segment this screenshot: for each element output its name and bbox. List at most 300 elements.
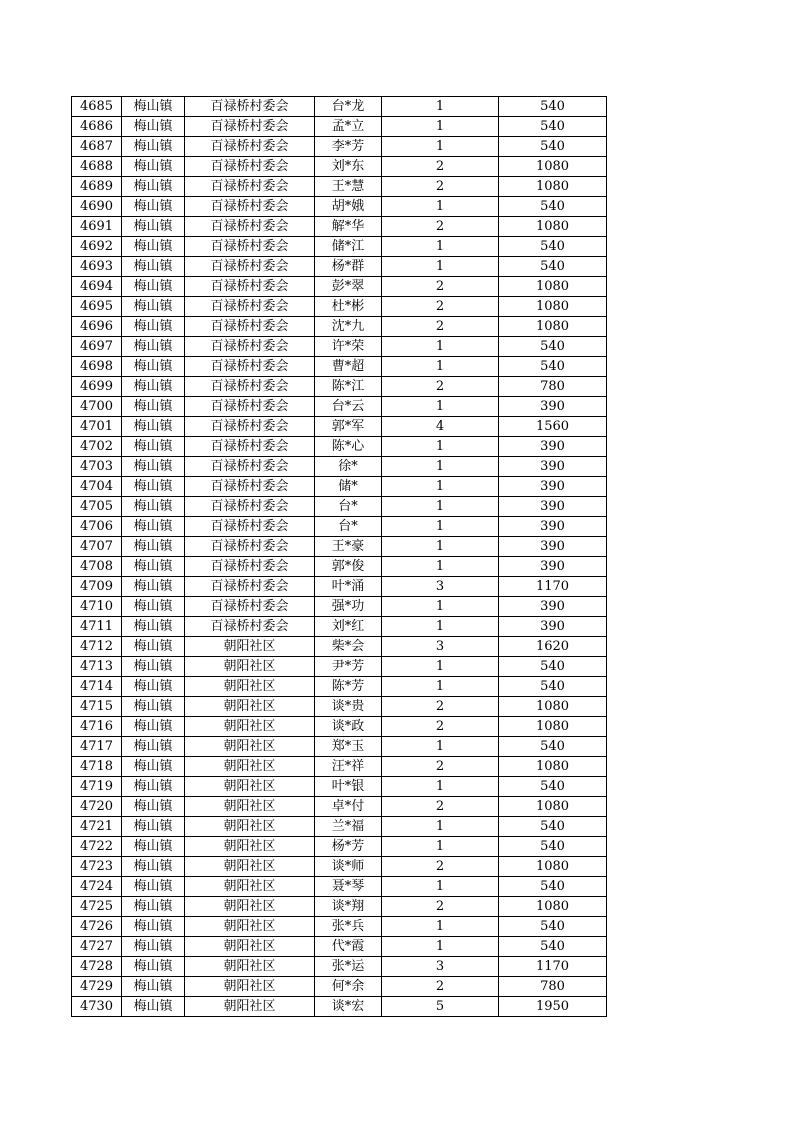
table-row <box>72 857 607 877</box>
amount-cell: 1080 <box>499 717 607 737</box>
village-cell: 百禄桥村委会 <box>185 617 315 637</box>
village-cell: 百禄桥村委会 <box>185 417 315 437</box>
name-cell: 台*云 <box>315 397 382 417</box>
table-row <box>72 697 607 717</box>
row-number-cell: 4718 <box>72 757 122 777</box>
name-cell: 兰*福 <box>315 817 382 837</box>
amount-cell: 1620 <box>499 637 607 657</box>
table-row <box>72 297 607 317</box>
village-cell: 百禄桥村委会 <box>185 277 315 297</box>
town-cell: 梅山镇 <box>122 397 185 417</box>
village-cell: 百禄桥村委会 <box>185 337 315 357</box>
town-cell: 梅山镇 <box>122 257 185 277</box>
town-cell: 梅山镇 <box>122 917 185 937</box>
row-number-cell: 4686 <box>72 117 122 137</box>
name-cell: 谈*贵 <box>315 697 382 717</box>
row-number-cell: 4688 <box>72 157 122 177</box>
village-cell: 百禄桥村委会 <box>185 357 315 377</box>
count-cell: 1 <box>382 197 499 217</box>
count-cell: 1 <box>382 477 499 497</box>
town-cell: 梅山镇 <box>122 277 185 297</box>
row-number-cell: 4728 <box>72 957 122 977</box>
table-row <box>72 597 607 617</box>
village-cell: 朝阳社区 <box>185 957 315 977</box>
count-cell: 1 <box>382 557 499 577</box>
village-cell: 百禄桥村委会 <box>185 397 315 417</box>
count-cell: 2 <box>382 377 499 397</box>
amount-cell: 1080 <box>499 857 607 877</box>
name-cell: 汪*祥 <box>315 757 382 777</box>
row-number-cell: 4695 <box>72 297 122 317</box>
amount-cell: 1170 <box>499 577 607 597</box>
table-row <box>72 657 607 677</box>
name-cell: 郭*俊 <box>315 557 382 577</box>
amount-cell: 780 <box>499 377 607 397</box>
town-cell: 梅山镇 <box>122 337 185 357</box>
count-cell: 1 <box>382 737 499 757</box>
village-cell: 百禄桥村委会 <box>185 117 315 137</box>
row-number-cell: 4706 <box>72 517 122 537</box>
village-cell: 百禄桥村委会 <box>185 137 315 157</box>
village-cell: 百禄桥村委会 <box>185 517 315 537</box>
name-cell: 王*慧 <box>315 177 382 197</box>
table-row <box>72 737 607 757</box>
village-cell: 朝阳社区 <box>185 997 315 1017</box>
village-cell: 百禄桥村委会 <box>185 437 315 457</box>
data-table <box>71 96 607 1017</box>
table-row <box>72 417 607 437</box>
town-cell: 梅山镇 <box>122 717 185 737</box>
town-cell: 梅山镇 <box>122 797 185 817</box>
town-cell: 梅山镇 <box>122 657 185 677</box>
row-number-cell: 4700 <box>72 397 122 417</box>
name-cell: 李*芳 <box>315 137 382 157</box>
amount-cell: 540 <box>499 737 607 757</box>
table-row <box>72 717 607 737</box>
village-cell: 百禄桥村委会 <box>185 377 315 397</box>
village-cell: 百禄桥村委会 <box>185 157 315 177</box>
row-number-cell: 4725 <box>72 897 122 917</box>
amount-cell: 1080 <box>499 177 607 197</box>
row-number-cell: 4685 <box>72 97 122 117</box>
town-cell: 梅山镇 <box>122 517 185 537</box>
village-cell: 百禄桥村委会 <box>185 317 315 337</box>
count-cell: 1 <box>382 117 499 137</box>
amount-cell: 540 <box>499 337 607 357</box>
row-number-cell: 4692 <box>72 237 122 257</box>
name-cell: 储*江 <box>315 237 382 257</box>
row-number-cell: 4693 <box>72 257 122 277</box>
row-number-cell: 4710 <box>72 597 122 617</box>
amount-cell: 1080 <box>499 277 607 297</box>
count-cell: 2 <box>382 177 499 197</box>
amount-cell: 390 <box>499 517 607 537</box>
count-cell: 2 <box>382 717 499 737</box>
row-number-cell: 4705 <box>72 497 122 517</box>
village-cell: 百禄桥村委会 <box>185 577 315 597</box>
count-cell: 1 <box>382 837 499 857</box>
table-row <box>72 557 607 577</box>
amount-cell: 540 <box>499 137 607 157</box>
village-cell: 朝阳社区 <box>185 977 315 997</box>
table-row <box>72 577 607 597</box>
amount-cell: 390 <box>499 457 607 477</box>
amount-cell: 540 <box>499 357 607 377</box>
row-number-cell: 4696 <box>72 317 122 337</box>
table-row <box>72 877 607 897</box>
name-cell: 胡*娥 <box>315 197 382 217</box>
name-cell: 刘*东 <box>315 157 382 177</box>
name-cell: 尹*芳 <box>315 657 382 677</box>
table-row <box>72 917 607 937</box>
table-row <box>72 337 607 357</box>
row-number-cell: 4704 <box>72 477 122 497</box>
amount-cell: 390 <box>499 497 607 517</box>
village-cell: 朝阳社区 <box>185 717 315 737</box>
row-number-cell: 4715 <box>72 697 122 717</box>
amount-cell: 1080 <box>499 797 607 817</box>
town-cell: 梅山镇 <box>122 297 185 317</box>
village-cell: 百禄桥村委会 <box>185 457 315 477</box>
table-row <box>72 677 607 697</box>
village-cell: 朝阳社区 <box>185 757 315 777</box>
row-number-cell: 4689 <box>72 177 122 197</box>
town-cell: 梅山镇 <box>122 357 185 377</box>
row-number-cell: 4727 <box>72 937 122 957</box>
row-number-cell: 4719 <box>72 777 122 797</box>
name-cell: 强*功 <box>315 597 382 617</box>
town-cell: 梅山镇 <box>122 837 185 857</box>
name-cell: 杨*群 <box>315 257 382 277</box>
town-cell: 梅山镇 <box>122 457 185 477</box>
name-cell: 王*豪 <box>315 537 382 557</box>
name-cell: 郑*玉 <box>315 737 382 757</box>
count-cell: 1 <box>382 537 499 557</box>
name-cell: 沈*九 <box>315 317 382 337</box>
row-number-cell: 4698 <box>72 357 122 377</box>
table-row <box>72 517 607 537</box>
village-cell: 朝阳社区 <box>185 637 315 657</box>
town-cell: 梅山镇 <box>122 537 185 557</box>
town-cell: 梅山镇 <box>122 237 185 257</box>
village-cell: 百禄桥村委会 <box>185 497 315 517</box>
amount-cell: 540 <box>499 837 607 857</box>
amount-cell: 1170 <box>499 957 607 977</box>
row-number-cell: 4687 <box>72 137 122 157</box>
count-cell: 1 <box>382 357 499 377</box>
count-cell: 3 <box>382 577 499 597</box>
table-row <box>72 117 607 137</box>
row-number-cell: 4691 <box>72 217 122 237</box>
amount-cell: 1950 <box>499 997 607 1017</box>
name-cell: 彭*翠 <box>315 277 382 297</box>
count-cell: 1 <box>382 597 499 617</box>
row-number-cell: 4701 <box>72 417 122 437</box>
table-row <box>72 457 607 477</box>
row-number-cell: 4720 <box>72 797 122 817</box>
amount-cell: 1080 <box>499 157 607 177</box>
amount-cell: 1080 <box>499 217 607 237</box>
village-cell: 百禄桥村委会 <box>185 597 315 617</box>
name-cell: 台* <box>315 517 382 537</box>
village-cell: 朝阳社区 <box>185 877 315 897</box>
table-row <box>72 237 607 257</box>
town-cell: 梅山镇 <box>122 617 185 637</box>
town-cell: 梅山镇 <box>122 97 185 117</box>
town-cell: 梅山镇 <box>122 777 185 797</box>
town-cell: 梅山镇 <box>122 217 185 237</box>
town-cell: 梅山镇 <box>122 737 185 757</box>
name-cell: 台* <box>315 497 382 517</box>
count-cell: 2 <box>382 277 499 297</box>
table-row <box>72 497 607 517</box>
table-row <box>72 277 607 297</box>
town-cell: 梅山镇 <box>122 597 185 617</box>
name-cell: 许*荣 <box>315 337 382 357</box>
village-cell: 百禄桥村委会 <box>185 557 315 577</box>
name-cell: 徐* <box>315 457 382 477</box>
amount-cell: 540 <box>499 657 607 677</box>
name-cell: 陈*江 <box>315 377 382 397</box>
table-row <box>72 837 607 857</box>
table-row <box>72 217 607 237</box>
amount-cell: 540 <box>499 917 607 937</box>
village-cell: 朝阳社区 <box>185 897 315 917</box>
amount-cell: 1080 <box>499 697 607 717</box>
table-row <box>72 937 607 957</box>
count-cell: 2 <box>382 157 499 177</box>
row-number-cell: 4729 <box>72 977 122 997</box>
village-cell: 朝阳社区 <box>185 737 315 757</box>
village-cell: 百禄桥村委会 <box>185 237 315 257</box>
town-cell: 梅山镇 <box>122 957 185 977</box>
town-cell: 梅山镇 <box>122 377 185 397</box>
amount-cell: 1560 <box>499 417 607 437</box>
town-cell: 梅山镇 <box>122 977 185 997</box>
row-number-cell: 4708 <box>72 557 122 577</box>
town-cell: 梅山镇 <box>122 137 185 157</box>
town-cell: 梅山镇 <box>122 417 185 437</box>
count-cell: 2 <box>382 757 499 777</box>
village-cell: 百禄桥村委会 <box>185 257 315 277</box>
amount-cell: 540 <box>499 777 607 797</box>
town-cell: 梅山镇 <box>122 697 185 717</box>
amount-cell: 390 <box>499 557 607 577</box>
town-cell: 梅山镇 <box>122 477 185 497</box>
table-row <box>72 257 607 277</box>
row-number-cell: 4709 <box>72 577 122 597</box>
village-cell: 朝阳社区 <box>185 677 315 697</box>
amount-cell: 1080 <box>499 897 607 917</box>
amount-cell: 1080 <box>499 317 607 337</box>
count-cell: 1 <box>382 337 499 357</box>
row-number-cell: 4716 <box>72 717 122 737</box>
table-row <box>72 977 607 997</box>
row-number-cell: 4707 <box>72 537 122 557</box>
table-row <box>72 757 607 777</box>
amount-cell: 540 <box>499 677 607 697</box>
village-cell: 朝阳社区 <box>185 657 315 677</box>
name-cell: 何*余 <box>315 977 382 997</box>
village-cell: 百禄桥村委会 <box>185 97 315 117</box>
amount-cell: 540 <box>499 117 607 137</box>
table-row <box>72 157 607 177</box>
count-cell: 1 <box>382 257 499 277</box>
village-cell: 朝阳社区 <box>185 697 315 717</box>
village-cell: 朝阳社区 <box>185 917 315 937</box>
count-cell: 1 <box>382 97 499 117</box>
name-cell: 卓*付 <box>315 797 382 817</box>
count-cell: 1 <box>382 817 499 837</box>
table-row <box>72 177 607 197</box>
row-number-cell: 4714 <box>72 677 122 697</box>
village-cell: 朝阳社区 <box>185 817 315 837</box>
village-cell: 朝阳社区 <box>185 857 315 877</box>
amount-cell: 390 <box>499 397 607 417</box>
row-number-cell: 4722 <box>72 837 122 857</box>
town-cell: 梅山镇 <box>122 197 185 217</box>
row-number-cell: 4699 <box>72 377 122 397</box>
table-row <box>72 97 607 117</box>
table-row <box>72 997 607 1017</box>
name-cell: 叶*涌 <box>315 577 382 597</box>
amount-cell: 540 <box>499 97 607 117</box>
amount-cell: 540 <box>499 817 607 837</box>
amount-cell: 540 <box>499 197 607 217</box>
village-cell: 百禄桥村委会 <box>185 297 315 317</box>
town-cell: 梅山镇 <box>122 637 185 657</box>
table-row <box>72 797 607 817</box>
amount-cell: 390 <box>499 617 607 637</box>
table-row <box>72 777 607 797</box>
row-number-cell: 4726 <box>72 917 122 937</box>
name-cell: 刘*红 <box>315 617 382 637</box>
count-cell: 2 <box>382 317 499 337</box>
row-number-cell: 4717 <box>72 737 122 757</box>
town-cell: 梅山镇 <box>122 157 185 177</box>
table-row <box>72 477 607 497</box>
name-cell: 柴*会 <box>315 637 382 657</box>
town-cell: 梅山镇 <box>122 317 185 337</box>
town-cell: 梅山镇 <box>122 677 185 697</box>
name-cell: 谈*宏 <box>315 997 382 1017</box>
village-cell: 百禄桥村委会 <box>185 477 315 497</box>
village-cell: 朝阳社区 <box>185 937 315 957</box>
table-row <box>72 317 607 337</box>
row-number-cell: 4702 <box>72 437 122 457</box>
row-number-cell: 4703 <box>72 457 122 477</box>
count-cell: 2 <box>382 697 499 717</box>
name-cell: 陈*心 <box>315 437 382 457</box>
count-cell: 1 <box>382 237 499 257</box>
table-row <box>72 617 607 637</box>
row-number-cell: 4690 <box>72 197 122 217</box>
count-cell: 2 <box>382 857 499 877</box>
row-number-cell: 4711 <box>72 617 122 637</box>
table-row <box>72 897 607 917</box>
village-cell: 朝阳社区 <box>185 837 315 857</box>
town-cell: 梅山镇 <box>122 557 185 577</box>
town-cell: 梅山镇 <box>122 937 185 957</box>
village-cell: 百禄桥村委会 <box>185 217 315 237</box>
count-cell: 1 <box>382 877 499 897</box>
amount-cell: 780 <box>499 977 607 997</box>
count-cell: 2 <box>382 217 499 237</box>
amount-cell: 1080 <box>499 757 607 777</box>
table-body <box>72 97 607 1017</box>
name-cell: 谈*师 <box>315 857 382 877</box>
count-cell: 2 <box>382 977 499 997</box>
count-cell: 1 <box>382 917 499 937</box>
village-cell: 百禄桥村委会 <box>185 197 315 217</box>
name-cell: 聂*琴 <box>315 877 382 897</box>
count-cell: 1 <box>382 397 499 417</box>
table-row <box>72 817 607 837</box>
row-number-cell: 4694 <box>72 277 122 297</box>
table-row <box>72 957 607 977</box>
table-row <box>72 377 607 397</box>
name-cell: 陈*芳 <box>315 677 382 697</box>
village-cell: 朝阳社区 <box>185 797 315 817</box>
amount-cell: 1080 <box>499 297 607 317</box>
town-cell: 梅山镇 <box>122 877 185 897</box>
town-cell: 梅山镇 <box>122 757 185 777</box>
village-cell: 百禄桥村委会 <box>185 537 315 557</box>
town-cell: 梅山镇 <box>122 177 185 197</box>
name-cell: 曹*超 <box>315 357 382 377</box>
table-row <box>72 437 607 457</box>
name-cell: 张*运 <box>315 957 382 977</box>
amount-cell: 540 <box>499 237 607 257</box>
amount-cell: 540 <box>499 937 607 957</box>
count-cell: 1 <box>382 677 499 697</box>
name-cell: 代*霞 <box>315 937 382 957</box>
amount-cell: 390 <box>499 437 607 457</box>
name-cell: 杨*芳 <box>315 837 382 857</box>
count-cell: 5 <box>382 997 499 1017</box>
table-row <box>72 637 607 657</box>
town-cell: 梅山镇 <box>122 497 185 517</box>
count-cell: 1 <box>382 437 499 457</box>
count-cell: 2 <box>382 297 499 317</box>
count-cell: 1 <box>382 517 499 537</box>
count-cell: 2 <box>382 897 499 917</box>
amount-cell: 540 <box>499 257 607 277</box>
town-cell: 梅山镇 <box>122 117 185 137</box>
name-cell: 储* <box>315 477 382 497</box>
town-cell: 梅山镇 <box>122 437 185 457</box>
town-cell: 梅山镇 <box>122 817 185 837</box>
name-cell: 解*华 <box>315 217 382 237</box>
table-row <box>72 197 607 217</box>
table-row <box>72 357 607 377</box>
town-cell: 梅山镇 <box>122 997 185 1017</box>
count-cell: 2 <box>382 797 499 817</box>
count-cell: 1 <box>382 777 499 797</box>
count-cell: 1 <box>382 457 499 477</box>
amount-cell: 390 <box>499 477 607 497</box>
row-number-cell: 4730 <box>72 997 122 1017</box>
town-cell: 梅山镇 <box>122 897 185 917</box>
count-cell: 1 <box>382 657 499 677</box>
row-number-cell: 4724 <box>72 877 122 897</box>
name-cell: 杜*彬 <box>315 297 382 317</box>
count-cell: 1 <box>382 937 499 957</box>
row-number-cell: 4721 <box>72 817 122 837</box>
count-cell: 4 <box>382 417 499 437</box>
row-number-cell: 4713 <box>72 657 122 677</box>
village-cell: 朝阳社区 <box>185 777 315 797</box>
